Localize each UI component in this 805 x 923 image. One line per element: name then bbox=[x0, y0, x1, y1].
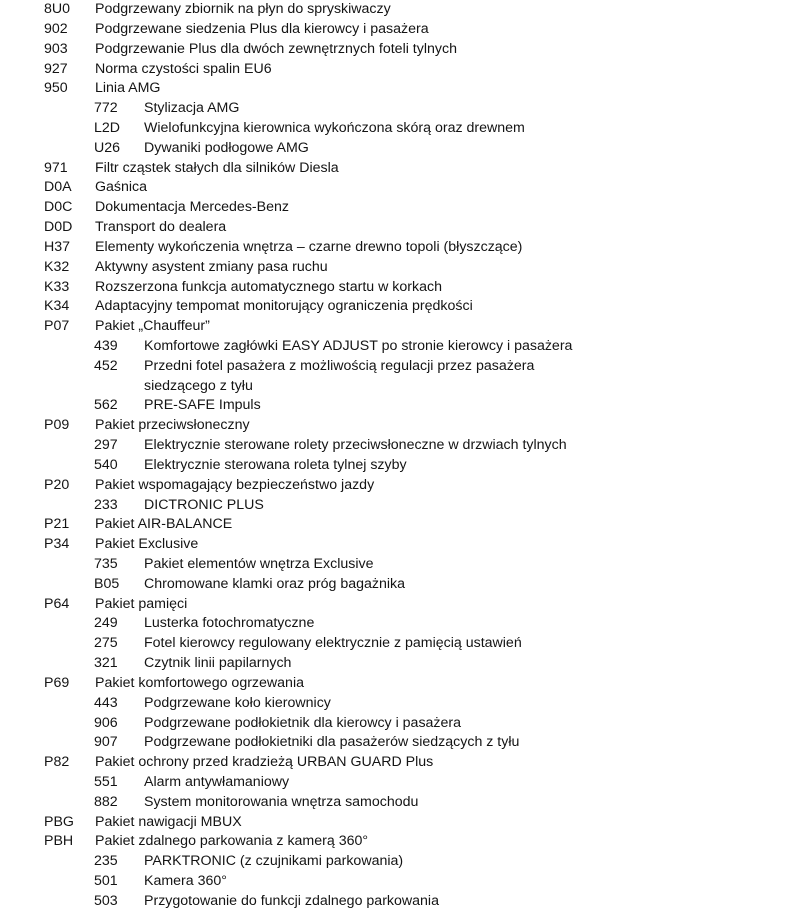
option-description: Dywaniki podłogowe AMG bbox=[144, 139, 309, 156]
option-code: 275 bbox=[94, 635, 118, 652]
option-code: P82 bbox=[44, 754, 70, 771]
option-code: P34 bbox=[44, 536, 70, 553]
option-description: Pakiet przeciwsłoneczny bbox=[95, 417, 250, 434]
option-description: Transport do dealera bbox=[95, 219, 227, 235]
option-description: Fotel kierowcy regulowany elektrycznie z pamięcią ustawień bbox=[144, 635, 522, 652]
option-description: Czytnik linii papilarnych bbox=[144, 655, 292, 672]
option-description: Pakiet „Chauffeur” bbox=[95, 318, 210, 335]
option-code: 772 bbox=[94, 100, 118, 117]
option-description: Pakiet elementów wnętrza Exclusive bbox=[144, 556, 374, 572]
option-description: Kamera 360° bbox=[144, 873, 227, 890]
option-code: P69 bbox=[44, 674, 70, 691]
option-code: 950 bbox=[44, 80, 68, 97]
option-code: D0D bbox=[44, 219, 73, 235]
option-code: 906 bbox=[94, 714, 118, 731]
option-description: Rozszerzona funkcja automatycznego startu w korkach bbox=[95, 278, 442, 295]
option-description: Pakiet Exclusive bbox=[95, 536, 199, 553]
option-code: 902 bbox=[44, 20, 68, 37]
option-code: 540 bbox=[94, 456, 118, 473]
option-description: siedzącego z tyłu bbox=[144, 377, 253, 394]
option-code: 882 bbox=[94, 793, 118, 810]
option-code: 927 bbox=[44, 60, 68, 77]
option-description: Elektrycznie sterowana roleta tylnej szyby bbox=[144, 456, 407, 473]
option-description: Podgrzewane podłokietniki dla pasażerów siedzących z tyłu bbox=[144, 734, 520, 751]
option-code: D0C bbox=[44, 199, 73, 216]
option-description: Alarm antywłamaniowy bbox=[144, 774, 290, 790]
option-description: Gaśnica bbox=[95, 179, 148, 196]
option-description: PRE-SAFE Impuls bbox=[144, 397, 261, 414]
option-code: 501 bbox=[94, 873, 118, 890]
option-code: K33 bbox=[44, 278, 70, 295]
option-description: Przygotowanie do funkcji zdalnego parkowania bbox=[144, 892, 439, 909]
option-code: 907 bbox=[94, 734, 118, 751]
option-description: Pakiet wspomagający bezpieczeństwo jazdy bbox=[95, 476, 375, 493]
option-description: Podgrzewany zbiornik na płyn do spryskiwaczy bbox=[95, 1, 391, 17]
option-description: Elektrycznie sterowane rolety przeciwsłoneczne w drzwiach tylnych bbox=[144, 437, 567, 453]
option-description: Podgrzewanie Plus dla dwóch zewnętrznych foteli tylnych bbox=[95, 40, 457, 57]
option-code: 321 bbox=[94, 655, 118, 672]
option-code: 249 bbox=[94, 615, 118, 632]
option-code: D0A bbox=[44, 179, 72, 196]
option-code: PBG bbox=[44, 813, 74, 830]
option-description: Chromowane klamki oraz próg bagażnika bbox=[144, 575, 406, 592]
option-code: 233 bbox=[94, 496, 118, 513]
option-description: Dokumentacja Mercedes-Benz bbox=[95, 199, 289, 216]
option-description: Komfortowe zagłówki EASY ADJUST po stronie kierowcy i pasażera bbox=[144, 337, 573, 354]
option-description: Pakiet zdalnego parkowania z kamerą 360° bbox=[95, 833, 369, 850]
option-code: 903 bbox=[44, 40, 68, 57]
option-code: U26 bbox=[94, 139, 121, 156]
option-description: Podgrzewane koło kierownicy bbox=[144, 694, 331, 711]
option-description: Lusterka fotochromatyczne bbox=[144, 615, 315, 632]
option-description: Norma czystości spalin EU6 bbox=[95, 60, 272, 77]
option-description: System monitorowania wnętrza samochodu bbox=[144, 793, 419, 810]
option-description: Pakiet komfortowego ogrzewania bbox=[95, 674, 304, 691]
option-code: 443 bbox=[94, 694, 118, 711]
option-code: PBH bbox=[44, 833, 74, 850]
option-description: Pakiet ochrony przed kradzieżą URBAN GUARD Plus bbox=[95, 754, 434, 771]
option-description: Pakiet nawigacji MBUX bbox=[95, 813, 242, 830]
option-description: Aktywny asystent zmiany pasa ruchu bbox=[95, 258, 328, 275]
option-description: Filtr cząstek stałych dla silników Diesla bbox=[95, 159, 339, 176]
option-code: B05 bbox=[94, 575, 120, 592]
option-code: 562 bbox=[94, 397, 118, 414]
option-description: DICTRONIC PLUS bbox=[144, 496, 264, 513]
option-code: P64 bbox=[44, 595, 70, 612]
option-code: 8U0 bbox=[44, 1, 71, 17]
option-code: 297 bbox=[94, 437, 118, 453]
option-code: 503 bbox=[94, 892, 118, 909]
option-code: 452 bbox=[94, 357, 118, 374]
option-description: Pakiet AIR-BALANCE bbox=[95, 516, 233, 533]
option-code: 235 bbox=[94, 853, 118, 870]
option-description: Przedni fotel pasażera z możliwością regulacji przez pasażera bbox=[144, 357, 535, 374]
option-description: Podgrzewane podłokietnik dla kierowcy i pasażera bbox=[144, 714, 462, 731]
option-code: K34 bbox=[44, 298, 70, 315]
option-description: Linia AMG bbox=[95, 80, 161, 97]
option-description: Adaptacyjny tempomat monitorujący ograniczenia prędkości bbox=[95, 298, 473, 315]
option-code: 551 bbox=[94, 774, 118, 790]
option-code: K32 bbox=[44, 258, 70, 275]
option-code: 735 bbox=[94, 556, 118, 572]
option-code: 439 bbox=[94, 337, 118, 354]
option-code: L2D bbox=[94, 119, 121, 136]
option-description: Wielofunkcyjna kierownica wykończona skórą oraz drewnem bbox=[144, 119, 525, 136]
option-description: Elementy wykończenia wnętrza – czarne drewno topoli (błyszczące) bbox=[95, 238, 523, 255]
option-code: P20 bbox=[44, 476, 70, 493]
option-code: 971 bbox=[44, 159, 68, 176]
option-code: H37 bbox=[44, 238, 71, 255]
option-code: P09 bbox=[44, 417, 70, 434]
option-description: Pakiet pamięci bbox=[95, 595, 188, 612]
option-description: Podgrzewane siedzenia Plus dla kierowcy i pasażera bbox=[95, 20, 429, 37]
option-code: P21 bbox=[44, 516, 70, 533]
option-description: PARKTRONIC (z czujnikami parkowania) bbox=[144, 853, 404, 870]
option-code: P07 bbox=[44, 318, 70, 335]
option-description: Stylizacja AMG bbox=[144, 100, 240, 117]
